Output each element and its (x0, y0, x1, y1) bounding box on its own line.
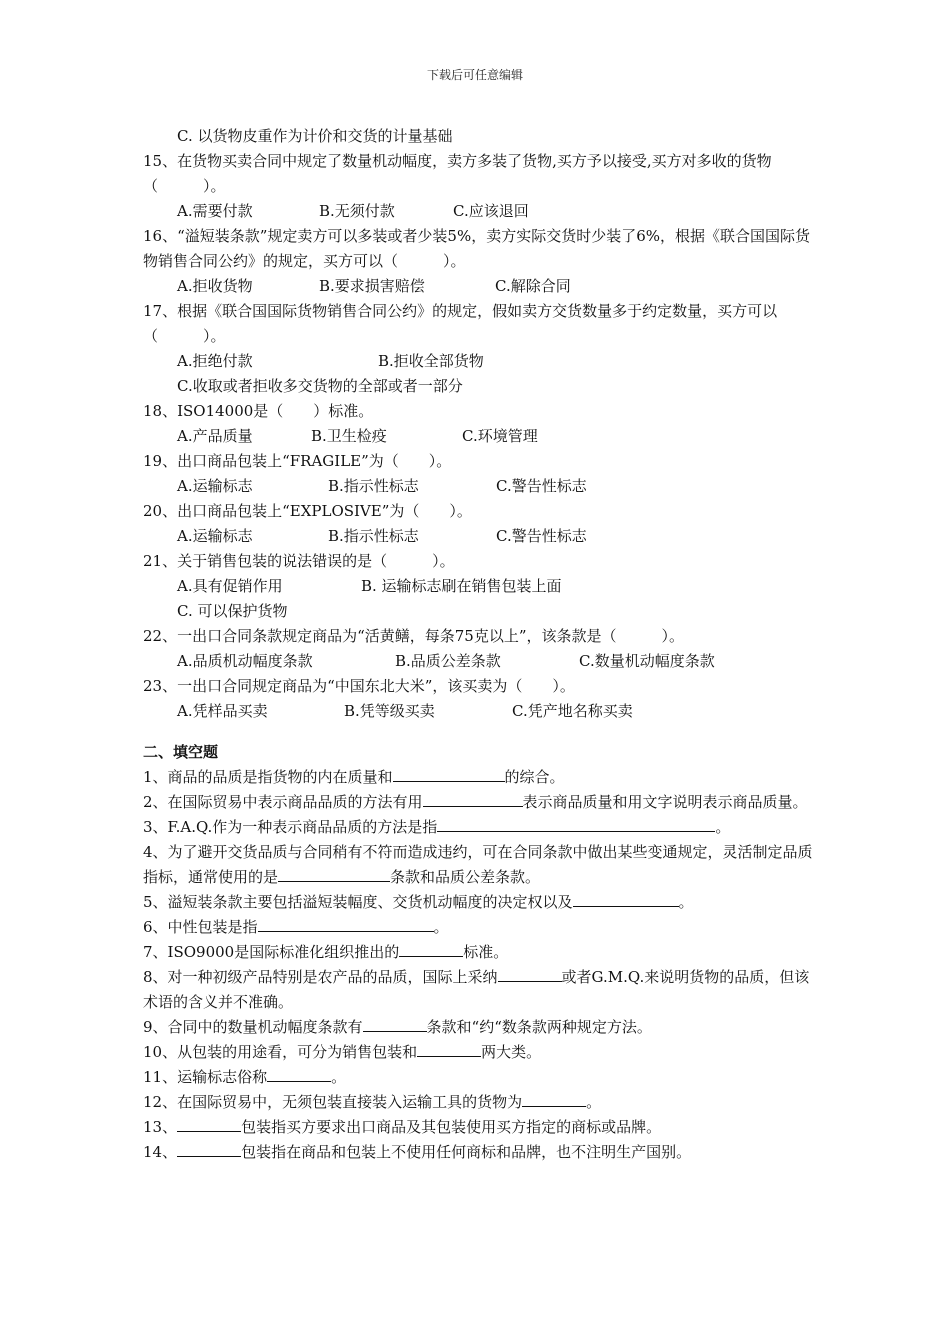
fill-8 (143, 965, 813, 1015)
q23-stem: 23、一出口合同规定商品为“中国东北大米”，该买卖为（ ）。 (143, 677, 575, 695)
fill-14-blank (177, 1141, 241, 1157)
document-body (143, 124, 813, 1165)
fill-11-blank (267, 1066, 331, 1082)
fill-3 (143, 815, 813, 840)
fill-6 (143, 915, 813, 940)
q22-option-c: C.数量机动幅度条款 (579, 652, 715, 670)
q19-option-b: B.指示性标志 (328, 477, 419, 495)
fill-4-post: 条款和品质公差条款。 (390, 868, 541, 886)
q19-option-a: A.运输标志 (177, 477, 253, 495)
fill-10 (143, 1040, 813, 1065)
q16-option-b: B.要求损害赔偿 (319, 277, 425, 295)
fill-5-blank (573, 891, 679, 907)
fill-9 (143, 1015, 813, 1040)
fill-11 (143, 1065, 813, 1090)
q23-options (143, 699, 813, 724)
q19-options (143, 474, 813, 499)
q15-stem: 15、在货物买卖合同中规定了数量机动幅度，卖方多装了货物,买方予以接受,买方对多收的货物（ ）。 (143, 152, 772, 195)
q17-stem: 17、根据《联合国国际货物销售合同公约》的规定，假如卖方交货数量多于约定数量，买方可以（ ）。 (143, 302, 778, 345)
q23-option-b: B.凭等级买卖 (344, 702, 435, 720)
q20-options (143, 524, 813, 549)
fill-10-blank (417, 1041, 481, 1057)
fill-1-pre: 1、商品的品质是指货物的内在质量和 (143, 768, 393, 786)
q15-options (143, 199, 813, 224)
q17-option-a: A.拒绝付款 (177, 352, 253, 370)
fill-9-blank (363, 1016, 427, 1032)
fill-6-blank (258, 916, 434, 932)
q18-option-a: A.产品质量 (177, 427, 253, 445)
fill-10-pre: 10、从包装的用途看，可分为销售包装和 (143, 1043, 418, 1061)
q21-stem: 21、关于销售包装的说法错误的是（ ）。 (143, 552, 455, 570)
fill-2 (143, 790, 813, 815)
q15-option-c: C.应该退回 (453, 202, 529, 220)
q21-options (143, 574, 813, 599)
q16-stem: 16、“溢短装条款”规定卖方可以多装或者少装5%，卖方实际交货时少装了6%，根据《联合国国际货物销售合同公约》的规定，买方可以（ ）。 (143, 227, 811, 270)
fill-13 (143, 1115, 813, 1140)
fill-14 (143, 1140, 813, 1165)
q20-option-c: C.警告性标志 (496, 527, 587, 545)
fill-7 (143, 940, 813, 965)
fill-8-pre: 8、对一种初级产品特别是农产品的品质，国际上采纳 (143, 968, 498, 986)
fill-5-post: 。 (678, 893, 694, 911)
page-header: 下载后可任意编辑 (426, 68, 523, 82)
fill-4-pre: 4、为了避开交货品质与合同稍有不符而造成违约，可在合同条款中做出某些变通规定，灵活制定品质指标，通常使用的是 (143, 843, 813, 886)
fill-2-pre: 2、在国际贸易中表示商品品质的方法有用 (143, 793, 423, 811)
q20-option-b: B.指示性标志 (328, 527, 419, 545)
fill-9-post: 条款和“约“数条款两种规定方法。 (426, 1018, 652, 1036)
q14-option-c: C. 以货物皮重作为计价和交货的计量基础 (177, 127, 453, 145)
q15-option-a: A.需要付款 (177, 202, 253, 220)
q17-option-b: B.拒收全部货物 (378, 352, 484, 370)
fill-4-blank (278, 866, 390, 882)
fill-6-post: 。 (433, 918, 449, 936)
section-heading-fill-in: 二、填空题 (143, 743, 219, 761)
fill-2-blank (423, 791, 523, 807)
fill-11-post: 。 (331, 1068, 347, 1086)
fill-12 (143, 1090, 813, 1115)
q20-option-a: A.运输标志 (177, 527, 253, 545)
fill-7-blank (399, 941, 463, 957)
q18-stem: 18、ISO14000是（ ）标准。 (143, 402, 374, 420)
q19-stem: 19、出口商品包装上“FRAGILE”为（ ）。 (143, 452, 452, 470)
fill-5 (143, 890, 813, 915)
q23-option-a: A.凭样品买卖 (177, 702, 268, 720)
q16-option-a: A.拒收货物 (177, 277, 253, 295)
q17-option-c: C.收取或者拒收多交货物的全部或者一部分 (177, 377, 463, 395)
fill-1 (143, 765, 813, 790)
fill-9-pre: 9、合同中的数量机动幅度条款有 (143, 1018, 363, 1036)
fill-2-post: 表示商品质量和用文字说明表示商品质量。 (522, 793, 808, 811)
q23-option-c: C.凭产地名称买卖 (512, 702, 633, 720)
fill-11-pre: 11、运输标志俗称 (143, 1068, 268, 1086)
q19-option-c: C.警告性标志 (496, 477, 587, 495)
fill-3-pre: 3、F.A.Q.作为一种表示商品品质的方法是指 (143, 818, 438, 836)
fill-6-pre: 6、中性包装是指 (143, 918, 258, 936)
fill-14-pre: 14、 (143, 1143, 178, 1161)
q15-option-b: B.无须付款 (319, 202, 395, 220)
fill-7-pre: 7、ISO9000是国际标准化组织推出的 (143, 943, 400, 961)
fill-8-post: 或者G.M.Q.来说明货物的品质，但该术语的含义并不准确。 (143, 968, 810, 1011)
fill-3-post: 。 (715, 818, 731, 836)
fill-12-post: 。 (586, 1093, 602, 1111)
q22-stem: 22、一出口合同条款规定商品为“活黄鳝，每条75克以上”，该条款是（ ）。 (143, 627, 685, 645)
fill-4 (143, 840, 813, 890)
fill-8-blank (498, 966, 562, 982)
q18-option-c: C.环境管理 (462, 427, 538, 445)
q16-options (143, 274, 813, 299)
q16-option-c: C.解除合同 (495, 277, 571, 295)
fill-1-post: 的综合。 (504, 768, 565, 786)
fill-14-post: 包装指在商品和包装上不使用任何商标和品牌，也不注明生产国别。 (241, 1143, 692, 1161)
fill-12-pre: 12、在国际贸易中，无须包装直接装入运输工具的货物为 (143, 1093, 523, 1111)
q22-options (143, 649, 813, 674)
fill-7-post: 标准。 (463, 943, 509, 961)
q22-option-a: A.品质机动幅度条款 (177, 652, 313, 670)
q18-option-b: B.卫生检疫 (311, 427, 387, 445)
fill-5-pre: 5、溢短装条款主要包括溢短装幅度、交货机动幅度的决定权以及 (143, 893, 573, 911)
fill-3-blank (437, 816, 715, 832)
q22-option-b: B.品质公差条款 (395, 652, 501, 670)
fill-12-blank (522, 1091, 586, 1107)
fill-10-post: 两大类。 (481, 1043, 542, 1061)
fill-13-blank (177, 1116, 241, 1132)
fill-13-post: 包装指买方要求出口商品及其包装使用买方指定的商标或品牌。 (241, 1118, 662, 1136)
q21-option-a: A.具有促销作用 (177, 577, 283, 595)
q18-options (143, 424, 813, 449)
q21-option-c: C. 可以保护货物 (177, 602, 288, 620)
q21-option-b: B. 运输标志刷在销售包装上面 (361, 577, 562, 595)
fill-13-pre: 13、 (143, 1118, 178, 1136)
q20-stem: 20、出口商品包装上“EXPLOSIVE”为（ ）。 (143, 502, 472, 520)
q17-options (143, 349, 813, 374)
fill-1-blank (393, 766, 505, 782)
